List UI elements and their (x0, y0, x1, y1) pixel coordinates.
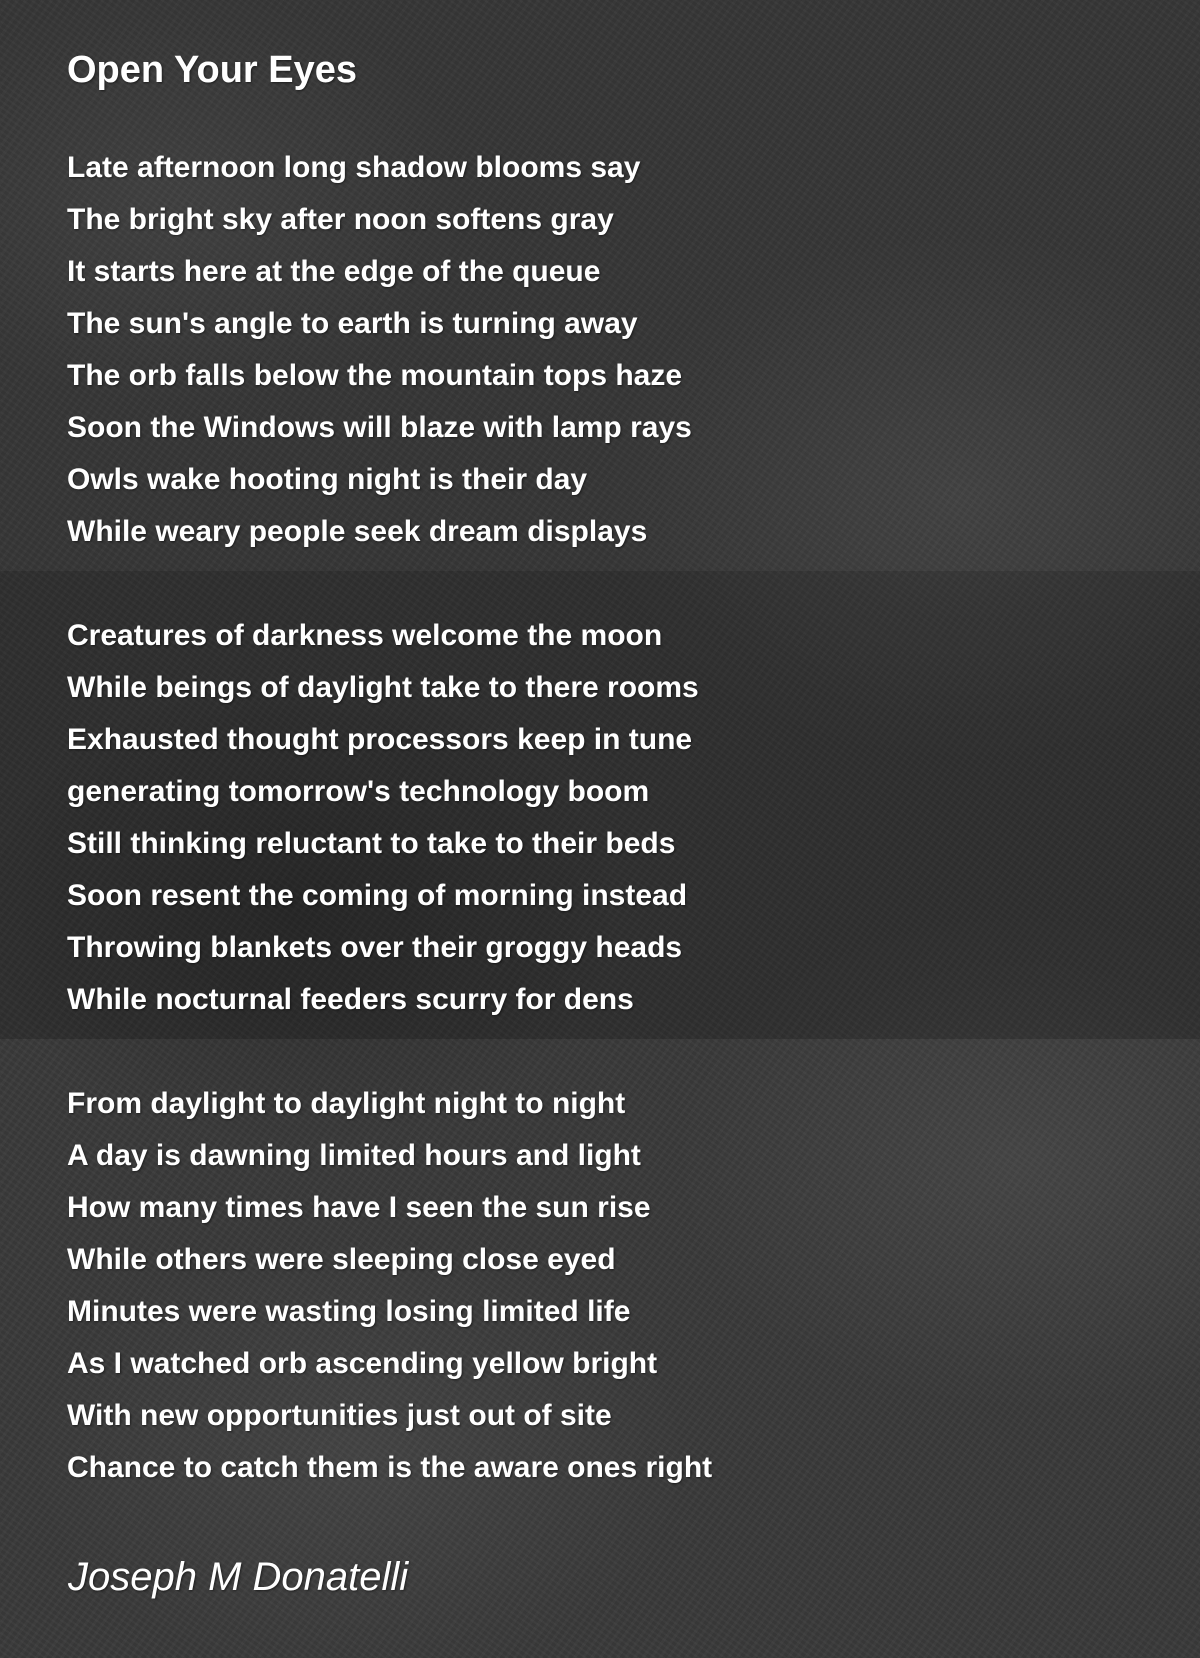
poem-card (67, 50, 1147, 1494)
poem-line: Chance to catch them is the aware ones right (67, 1450, 713, 1484)
poem-line: From daylight to daylight night to night (67, 1086, 626, 1120)
poem-line: While others were sleeping close eyed (67, 1242, 616, 1276)
poem-line: The orb falls below the mountain tops haze (67, 358, 683, 392)
poem-line: How many times have I seen the sun rise (67, 1190, 651, 1224)
poem-line: Exhausted thought processors keep in tune (67, 722, 693, 756)
poem-author: Joseph M Donatelli (68, 1555, 409, 1599)
poem-line: While beings of daylight take to there rooms (67, 670, 699, 704)
poem-line: Owls wake hooting night is their day (67, 462, 588, 496)
poem-line: Throwing blankets over their groggy heads (67, 930, 683, 964)
poem-line: As I watched orb ascending yellow bright (67, 1346, 658, 1380)
poem-line: generating tomorrow's technology boom (67, 774, 650, 808)
stanza-2 (67, 610, 1147, 1026)
poem-line: Soon resent the coming of morning instead (67, 878, 688, 912)
poem-line: While nocturnal feeders scurry for dens (67, 982, 634, 1016)
stanza-1 (67, 142, 1147, 558)
poem-line: The sun's angle to earth is turning away (67, 306, 638, 340)
poem-line: A day is dawning limited hours and light (67, 1138, 641, 1172)
poem-line: Still thinking reluctant to take to their beds (67, 826, 676, 860)
stanza-3 (67, 1078, 1147, 1494)
poem-line: Minutes were wasting losing limited life (67, 1294, 631, 1328)
poem-line: The bright sky after noon softens gray (67, 202, 614, 236)
poem-title: Open Your Eyes (67, 49, 358, 91)
poem-line: While weary people seek dream displays (67, 514, 648, 548)
poem-line: Late afternoon long shadow blooms say (67, 150, 641, 184)
poem-line: Creatures of darkness welcome the moon (67, 618, 663, 652)
poem-line: With new opportunities just out of site (67, 1398, 612, 1432)
poem-line: It starts here at the edge of the queue (67, 254, 601, 288)
poem-line: Soon the Windows will blaze with lamp rays (67, 410, 692, 444)
